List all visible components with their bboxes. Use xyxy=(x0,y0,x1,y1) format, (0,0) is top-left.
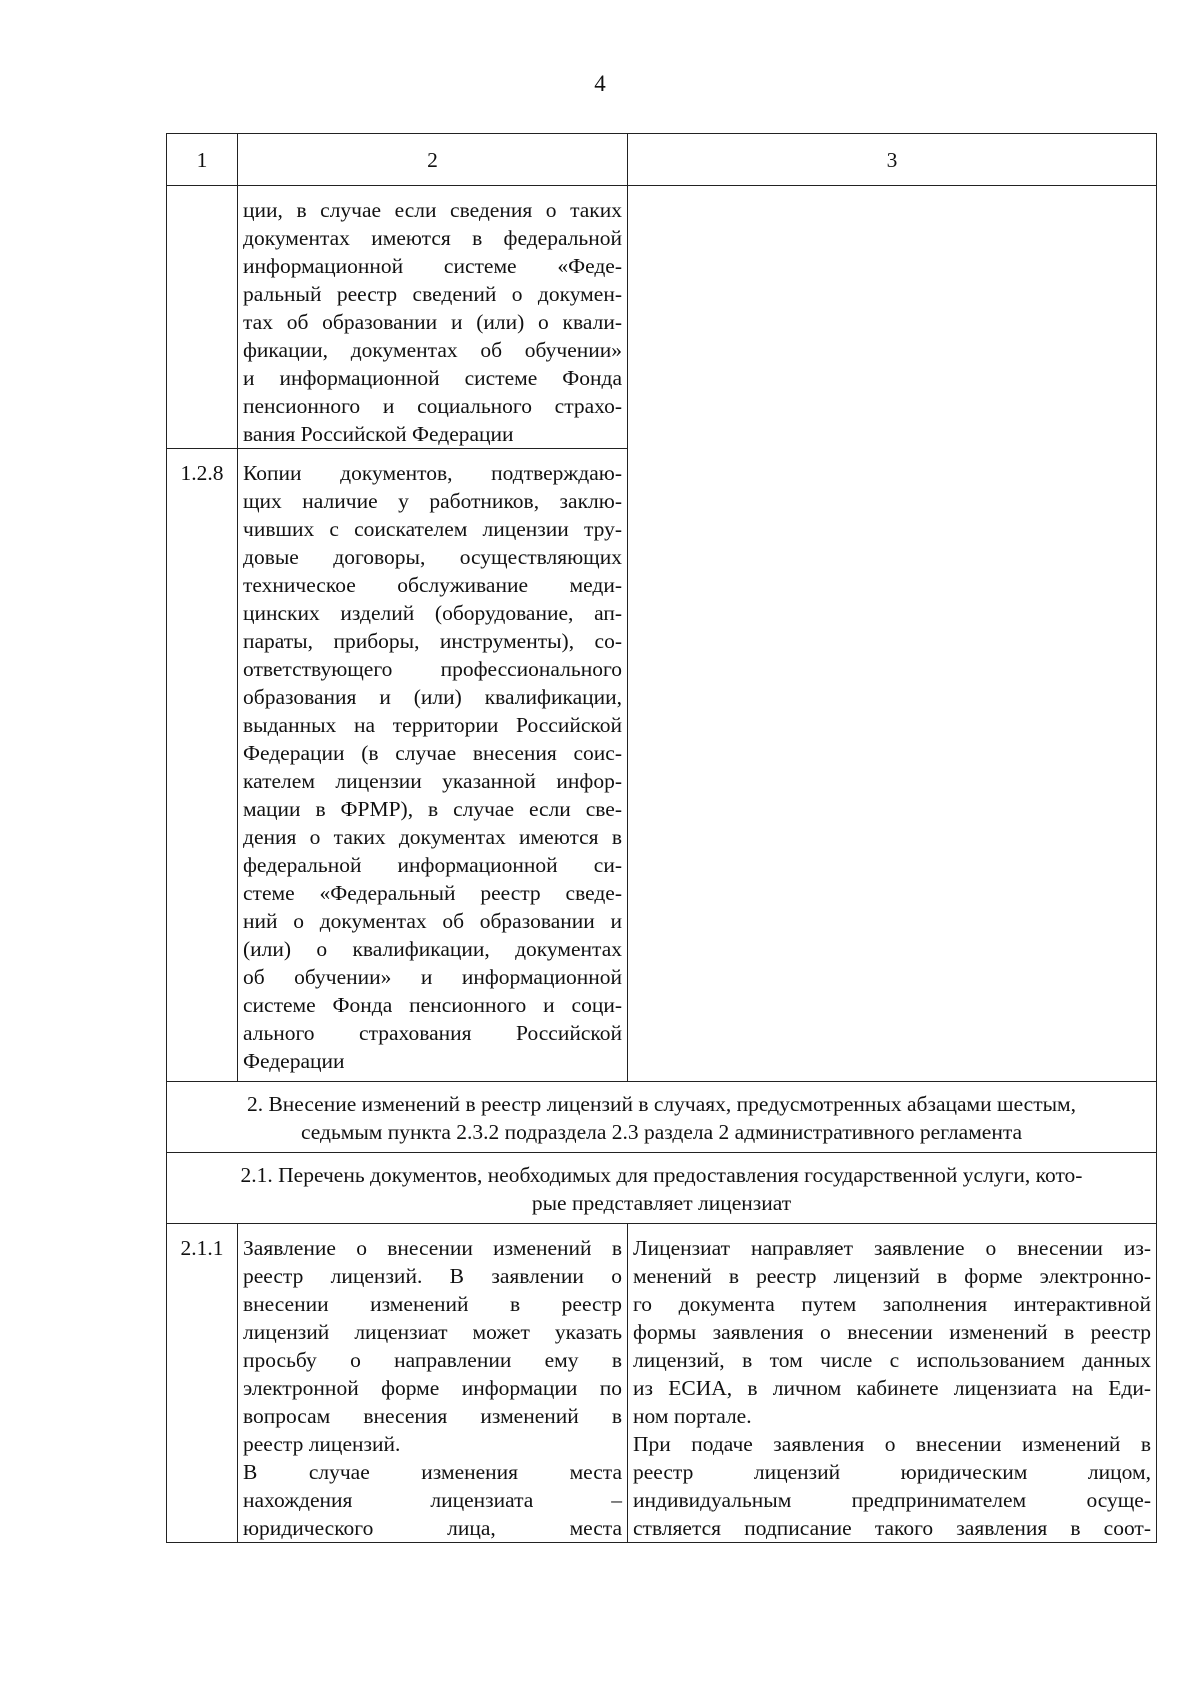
text-line: из ЕСИА, в личном кабинете лицензиата на Еди- xyxy=(633,1376,1151,1400)
row-1-2-8-text xyxy=(238,449,628,1082)
text-line: просьбу о направлении ему в xyxy=(243,1348,622,1372)
text-line: (или) о квалификации, документах xyxy=(243,937,622,961)
section-line: 2. Внесение изменений в реестр лицензий в случаях, предусмотренных абзацами шестым, xyxy=(246,1092,1077,1116)
text-line: системе Фонда пенсионного и соци- xyxy=(243,993,622,1017)
text-line: ции, в случае если сведения о таких xyxy=(243,198,622,222)
text-line: фикации, документах об обучении» xyxy=(243,338,622,362)
document-table xyxy=(166,133,1157,1543)
text-line: При подаче заявления о внесении изменений в xyxy=(633,1432,1151,1456)
text-line: щих наличие у работников, заклю- xyxy=(243,489,622,513)
text-line: федеральной информационной си- xyxy=(243,853,622,877)
text-line: электронной форме информации по xyxy=(243,1376,622,1400)
text-line: техническое обслуживание меди- xyxy=(243,573,622,597)
text-line: ральный реестр сведений о докумен- xyxy=(243,282,622,306)
row-2-1-1-col3-text xyxy=(628,1224,1157,1543)
text-line: Лицензиат направляет заявление о внесении из- xyxy=(633,1236,1151,1260)
section-2-1-row xyxy=(167,1153,1157,1224)
text-line: менений в реестр лицензий в форме электронно- xyxy=(633,1264,1151,1288)
row-continuation-text xyxy=(238,186,628,449)
text-line: вопросам внесения изменений в xyxy=(243,1404,622,1428)
text-line: довые договоры, осуществляющих xyxy=(243,545,622,569)
row-number xyxy=(167,186,238,449)
text-line: параты, приборы, инструменты), со- xyxy=(243,629,622,653)
section-2-heading xyxy=(167,1082,1157,1153)
text-line: об обучении» и информационной xyxy=(243,965,622,989)
section-line: 2.1. Перечень документов, необходимых для предоставления государственной услуги, кото- xyxy=(240,1163,1083,1187)
section-line: рые представляет лицензиат xyxy=(531,1191,792,1215)
text-line: лицензий лицензиат может указать xyxy=(243,1320,622,1344)
text-line: юридического лица, места xyxy=(243,1516,622,1540)
row-col3-empty xyxy=(628,186,1157,1082)
row-number: 2.1.1 xyxy=(167,1224,238,1543)
text-line: формы заявления о внесении изменений в реестр xyxy=(633,1320,1151,1344)
text-line: ний о документах об образовании и xyxy=(243,909,622,933)
text-line: индивидуальным предпринимателем осуще- xyxy=(633,1488,1151,1512)
text-line: реестр лицензий юридическим лицом, xyxy=(633,1460,1151,1484)
text-line: пенсионного и социального страхо- xyxy=(243,394,622,418)
text-line: тах об образовании и (или) о квали- xyxy=(243,310,622,334)
text-line: нахождения лицензиата – xyxy=(243,1488,622,1512)
text-line: образования и (или) квалификации, xyxy=(243,685,622,709)
text-line: ном портале. xyxy=(633,1404,752,1428)
text-line: го документа путем заполнения интерактивной xyxy=(633,1292,1151,1316)
text-line: документах имеются в федеральной xyxy=(243,226,622,250)
text-line: лицензий, в том числе с использованием данных xyxy=(633,1348,1151,1372)
text-line: цинских изделий (оборудование, ап- xyxy=(243,601,622,625)
text-line: ответствующего профессионального xyxy=(243,657,622,681)
text-line: реестр лицензий. В заявлении о xyxy=(243,1264,622,1288)
text-line: Федерации xyxy=(243,1049,345,1073)
text-line: кателем лицензии указанной инфор- xyxy=(243,769,622,793)
table-row-continuation xyxy=(167,186,1157,449)
page-number: 4 xyxy=(594,71,606,96)
text-line: чивших с соискателем лицензии тру- xyxy=(243,517,622,541)
header-col-3: 3 xyxy=(628,134,1157,186)
text-line: Заявление о внесении изменений в xyxy=(243,1236,622,1260)
row-2-1-1-col2-text xyxy=(238,1224,628,1543)
row-number: 1.2.8 xyxy=(167,449,238,1082)
text-line: дения о таких документах имеются в xyxy=(243,825,622,849)
text-line: мации в ФРМР), в случае если све- xyxy=(243,797,622,821)
text-line: внесении изменений в реестр xyxy=(243,1292,622,1316)
table-header-row xyxy=(167,134,1157,186)
text-line: информационной системе «Феде- xyxy=(243,254,622,278)
text-line: ствляется подписание такого заявления в соот- xyxy=(633,1516,1151,1540)
header-col-1: 1 xyxy=(167,134,238,186)
text-line: реестр лицензий. xyxy=(243,1432,401,1456)
text-line: стеме «Федеральный реестр сведе- xyxy=(243,881,622,905)
text-line: Федерации (в случае внесения соис- xyxy=(243,741,622,765)
text-line: В случае изменения места xyxy=(243,1460,622,1484)
table-row-2-1-1 xyxy=(167,1224,1157,1543)
text-line: вания Российской Федерации xyxy=(243,422,514,446)
section-2-1-heading xyxy=(167,1153,1157,1224)
text-line: ального страхования Российской xyxy=(243,1021,622,1045)
text-line: Копии документов, подтверждаю- xyxy=(243,461,622,485)
text-line: выданных на территории Российской xyxy=(243,713,622,737)
section-2-row xyxy=(167,1082,1157,1153)
text-line: и информационной системе Фонда xyxy=(243,366,622,390)
header-col-2: 2 xyxy=(238,134,628,186)
section-line: седьмым пункта 2.3.2 подраздела 2.3 раздела 2 административного регламента xyxy=(300,1120,1023,1144)
